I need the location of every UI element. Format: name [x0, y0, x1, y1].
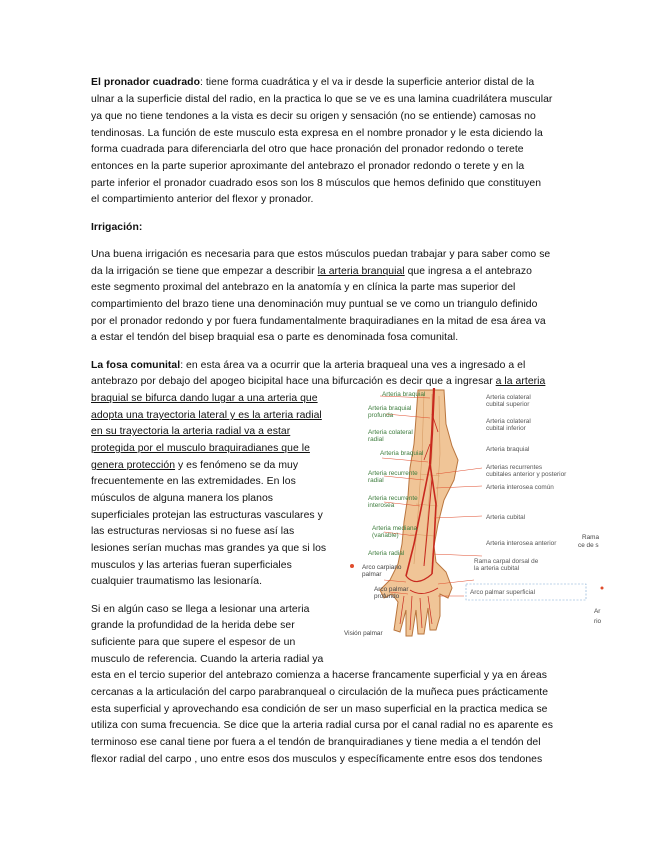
- label-arteria-recurrente-radial-2: radial: [368, 477, 384, 484]
- irrigacion-line-2: da la irrigación se tiene que empezar a describir la arteria branquial que ingresa a el antebrazo: [91, 266, 532, 277]
- forearm-illustration: [340, 384, 610, 646]
- irrigacion-line-1: Una buena irrigación es necesaria para que estos músculos puedan trabajar y para saber como se: [91, 249, 551, 260]
- marker-dot-2: [601, 587, 604, 590]
- label-arteria-colateral-radial-2: radial: [368, 436, 384, 443]
- para1-line-3: ya que no tiene tendones a la vista es decir su origen y sensación (no se entiende) camosas no: [91, 111, 536, 122]
- fosa-comunital-heading: La fosa comunital: [91, 360, 181, 371]
- fosa-line-11: las estructuras nerviosas si no fuese así las: [91, 526, 295, 537]
- label-arco-palmar-profundo-1: Arco palmar: [374, 586, 409, 593]
- label-arteria-recurrente-interosea-2: interosea: [368, 502, 395, 509]
- label-arterias-recurrentes-cubitales-1: Arterias recurrentes: [486, 464, 543, 471]
- label-arteria-colateral-cubital-superior-1: Arteria colateral: [486, 394, 531, 401]
- para4-line-2: grande la profundidad de la herida debe ser: [91, 620, 295, 631]
- label-arteria-cubital: Arteria cubital: [486, 514, 526, 521]
- para1-line-4: tendinosas. La función de este musculo esta expresa en el nombre pronador y le esta diciendo la: [91, 128, 543, 139]
- label-arteria-mediana-2: (variable): [372, 532, 399, 539]
- label-arteria-braquial-right: Arteria braquial: [486, 446, 530, 453]
- para1-line-2: ulnar a la superficie distal del radio, en la practica lo que se ve es una lamina cuadrilátera muscular: [91, 94, 553, 105]
- irrigacion-line-5: por el pronador redondo y por fuera fundamentalmente braquiradianes en la mitad de esa área va: [91, 316, 546, 327]
- label-arteria-colateral-cubital-superior-2: cubital superior: [486, 401, 530, 408]
- fosa-line-1: La fosa comunital: en esta área va a ocurrir que la arteria braqueal una ves a ingresado a el: [91, 360, 526, 371]
- para4-line-10: flexor radial del carpo , uno entre esos dos musculos y específicamente entre esos dos tendones: [91, 754, 543, 765]
- para1-line-7: parte inferior el pronador cuadrado esos son los 8 músculos que hemos definido que constituyen: [91, 178, 542, 189]
- para4-line-5: esta en el tercio superior del antebrazo comienza a hacerse francamente superficial y ya en áreas: [91, 670, 547, 681]
- pronador-cuadrado-heading: El pronador cuadrado: [91, 77, 200, 88]
- label-arteria-colateral-cubital-inferior-2: cubital inferior: [486, 425, 526, 432]
- para4-line-6: cercanas a la articulación del carpo parabranqueal o circulación de la muñeca pues prácticamente: [91, 687, 549, 698]
- fosa-line-2: antebrazo por debajo del apogeo bicipital hace una bifurcación es decir que a ingresar a la arteria: [91, 376, 546, 387]
- para4-line-9: terminoso ese canal tiene por fuera a el tendón de branquiradianes y tiene media a el tendón del: [91, 737, 541, 748]
- label-arteria-colateral-cubital-inferior-1: Arteria colateral: [486, 418, 531, 425]
- irrigacion-line-3: este segmento proximal del antebrazo en la anatomía y en clínica la parte mas superior del: [91, 282, 516, 293]
- label-arteria-braquial-profunda-2: profunda: [368, 412, 394, 419]
- label-arteria-interosea-anterior: Arteria interosea anterior: [486, 540, 557, 547]
- marker-dot-1: [350, 564, 354, 568]
- para1-line-6: entonces en la parte superior aproximante del antebrazo el pronador redondo o terete y en la: [91, 161, 525, 172]
- label-side-rio: rio: [594, 618, 602, 625]
- label-arteria-recurrente-interosea-1: Arteria recurrente: [368, 495, 418, 502]
- label-side-cede: ce de s: [578, 542, 599, 549]
- fosa-line-14: cualquier traumatismo las lesionaría.: [91, 576, 263, 587]
- para1-line-1: El pronador cuadrado: tiene forma cuadrática y el va ir desde la superficie anterior distal de la: [91, 77, 535, 88]
- fosa-line-8: frecuentemente en las extremidades. En los: [91, 476, 296, 487]
- para4-line-3: suficiente para que supere el espesor de un: [91, 637, 296, 648]
- fosa-line-4: adopta una trayectoria lateral y es la arteria radial: [91, 410, 322, 421]
- label-vision-palmar: Visión palmar: [344, 630, 383, 637]
- label-arteria-interosea-comun: Arteria interosea común: [486, 484, 554, 491]
- label-rama-carpal-dorsal-2: la arteria cubital: [474, 565, 520, 572]
- fosa-line-9: músculos de alguna manera los planos: [91, 493, 274, 504]
- fosa-line-12: lesiones serían muchas mas grandes ya que si los: [91, 543, 327, 554]
- arteria-branquial-link: la arteria branquial: [317, 266, 405, 277]
- label-arterias-recurrentes-cubitales-2: cubitales anterior y posterior: [486, 471, 567, 478]
- fosa-line-7: genera protección y es fenómeno se da muy: [91, 460, 299, 471]
- label-side-ar: Ar: [594, 608, 601, 615]
- irrigacion-line-4: compartimiento del brazo tiene una denominación muy puntual se ve como un triangulo definido: [91, 299, 538, 310]
- label-arteria-braquial-profunda-1: Arteria braquial: [368, 405, 412, 412]
- para1-line-5: forma cuadrada para diferenciarla del otro que hace pronación del pronador redondo o terete: [91, 144, 524, 155]
- para4-line-4: musculo de referencia. Cuando la arteria radial ya: [91, 654, 324, 665]
- fosa-line-13: musculos y las arterias fueran superficiales: [91, 560, 292, 571]
- label-side-rama: Rama: [582, 534, 600, 541]
- forearm-arteries-figure: [340, 384, 610, 646]
- label-arteria-recurrente-radial-1: Arteria recurrente: [368, 470, 418, 477]
- fosa-line-5: en su trayectoria la arteria radial va a estar: [91, 426, 291, 437]
- label-arteria-braquial-2: Arteria braquial: [380, 450, 424, 457]
- label-arco-carpiano-palmar-1: Arco carpiano: [362, 564, 402, 571]
- label-arco-palmar-profundo-2: profundo: [374, 593, 400, 600]
- para4-line-1: Si en algún caso se llega a lesionar una arteria: [91, 604, 310, 615]
- label-rama-carpal-dorsal-1: Rama carpal dorsal de: [474, 558, 539, 565]
- para1-line-8: el compartimiento anterior del flexor y pronador.: [91, 194, 314, 205]
- fosa-line-6: protegida por el musculo braquiradianes que le: [91, 443, 310, 454]
- label-arteria-mediana-1: Arteria mediana: [372, 525, 418, 532]
- irrigacion-line-6: a estar el tendón del bisep braquial esa o parte es denominada fosa comunital.: [91, 332, 459, 343]
- label-arco-palmar-superficial: Arco palmar superficial: [470, 589, 535, 596]
- label-arteria-colateral-radial-1: Arteria colateral: [368, 429, 413, 436]
- fosa-line-3: braquial se bifurca dando lugar a una arteria que: [91, 393, 318, 404]
- label-arco-carpiano-palmar-2: palmar: [362, 571, 382, 578]
- irrigacion-heading: Irrigación:: [91, 222, 143, 233]
- para4-line-8: utiliza con suma frecuencia. Se dice que la arteria radial cursa por el canal radial no es aparente es: [91, 720, 553, 731]
- para4-line-7: esta superficial y aprovechando esa condición de ser un maso superficial en la practica medica se: [91, 704, 548, 715]
- fosa-line-10: superficiales protejan las estructuras vasculares y: [91, 510, 323, 521]
- label-arteria-braquial: Arteria braquial: [382, 391, 426, 398]
- label-arteria-radial: Arteria radial: [368, 550, 405, 557]
